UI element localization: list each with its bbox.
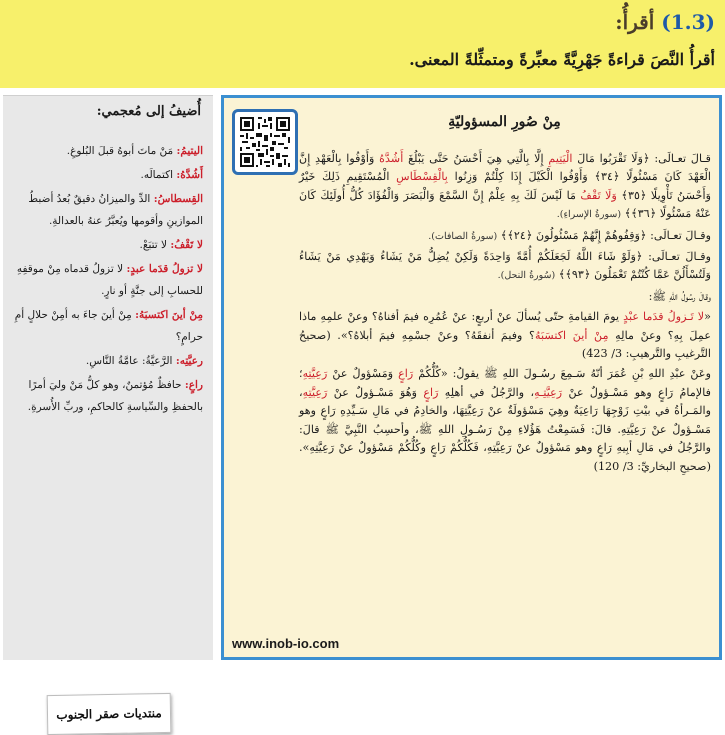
highlighted-term: وَلَا تَقْفُ [580,188,617,202]
glossary-term: راعٍ: [184,379,203,391]
section-heading: أقرأُ: [615,10,655,34]
passage-box [221,95,722,660]
hadith-shepherd [299,365,711,475]
glossary-sidebar [3,95,213,722]
passage-title: مِنْ صُورِ المسؤوليّةِ [448,114,561,130]
hadith-text: ؟ وفيمَ أنفقَهُ؟ وعنْ جسْمِهِ فيمَ أبلاهُ؟». (صحيحُ التَّرغيبِ والتَّرهيبِ: 3/ 423) [299,328,711,361]
quran-verse-nahl [299,248,711,286]
hadith-text: ، والرَّجُلُ في أهلِهِ [444,385,535,399]
verse-text: وقـالَ تعـالَى: ﴿وَلَوْ شَاءَ اللَّهُ لَجَعَلَكُمْ أُمَّةً وَاحِدَةً وَلَكِنْ يُضِلُّ مَنْ يَشَاءُ وَيَهْدِي مَنْ يَشَاءُ وَلَتُسْأَلُنَّ عَمَّا كُنْتُمْ تَعْمَلُونَ ﴿٩٣﴾﴾ [299,250,711,282]
glossary-entry [13,164,203,186]
highlighted-term: رَعِيَّتِهِ [302,385,328,399]
glossary-term: رعيَّتِه: [175,355,203,367]
glossary-title: أُضيفُ إلى مُعجمي: [96,104,201,119]
glossary-definition: لا تتبَعْ. [139,239,168,251]
highlighted-term: رَعِيَّتِـهِ [534,385,563,399]
glossary-entry [13,140,203,162]
glossary-definition: اكتمالَه. [140,169,174,181]
glossary-definition: الدِّ والميزانُ دقيقٌ بُعدُ أضبطُ الموازينِ وأقومها ويُعبَّرُ عنهُ بالعدالةِ. [28,193,203,227]
glossary-term: أَشُدَّهُ: [176,169,203,181]
highlighted-term: رَعِيَّتِهِ [302,367,328,381]
site-credit: www.inob-io.com [232,636,340,651]
forum-watermark-stamp: منتديات صقر الجنوب [47,693,172,735]
verse-text: وقـالَ تعـالَى: ﴿وَقِفُوهُمْ إِنَّهُمْ مَسْئُولُونَ ﴿٢٤﴾﴾ [500,228,711,242]
hadith-text: وَهُوَ مَسْـؤولٌ عنْ [333,385,418,399]
glossary-definition: حافظٌ مُؤتمنٌ، وهو كلُّ مَنْ وليَ أمرًا بالحفظِ والسِّياسةِ كالحاكمِ، وربِّ الأُسرةِ. [27,379,203,413]
verse-reference: (سورةُ الصافات). [428,230,498,242]
hadith-four-questions [299,308,711,363]
glossary-definition: مَنْ ماتَ أبوهُ قبلَ البُلوغِ. [66,145,174,157]
hadith-text: وعَنْ عبْدِ اللهِ بْنِ عُمَرَ أنّهُ سَـمِعَ رسُـولَ اللهِ ﷺ يقولُ: «كُلُّكُمْ [418,367,712,381]
verse-text: الْمُسْتَقِيمِ ذَلِكَ خَيْرٌ وَأَحْسَنُ تَأْوِيلًا ﴿٣٥﴾ [299,170,711,202]
hadith-text: وَمَسْؤولٌ عنْ [332,367,394,381]
glossary-entry [13,258,203,302]
section-number: (1.3) [661,10,715,34]
verse-text: مَا لَيْسَ لَكَ بِهِ عِلْمٌ إِنَّ السَّمْعَ وَالْبَصَرَ وَالْفُؤَادَ كُلُّ أُولَئِكَ كَانَ عَنْهُ مَسْئُولًا ﴿٣٦﴾﴾ [299,188,711,221]
passage-body [299,150,711,478]
verse-text: وَأَوْفُوا بِالْعَهْدِ إِنَّ الْعَهْدَ كَانَ مَسْئُولًا ﴿٣٤﴾ وَأَوْفُوا الْكَيْلَ إِذَا كِلْتُمْ وَزِنُوا [299,152,712,184]
quote-mark: « [704,310,711,324]
hadith-text: ، والمَـرأةُ في بيْتِ زَوْجِهَا رَاعِيَةٌ وهِيَ مَسْؤولَةٌ عنْ رَعِيَّتِهَا، والخادِمُ في مَالِ سَـيِّدِهِ رَاعٍ وهو مَسْـؤولٌ عنْ رَعِيَّتِهِ. قالَ: فَسَمِعْتُ هَؤُلاءِ مِنْ رَسُـولِ اللهِ ﷺ، وأحسِبُ النَّبِيَّ ﷺ قالَ: والرَّجُلُ في مَالِ أبِيهِ رَاعٍ وهو مَسْؤولٌ عنْ رَعِيَّتِهِ، فَكُلُّكُمْ رَاعٍ وكُلُّكُمْ مَسْؤولٌ عنْ رَعِيَّتِهِ». (صحيحِ البخاريِّ: 3/ 120) [299,385,711,473]
highlighted-term: لا تَـزولُ قدَما عبْدٍ [623,310,705,324]
highlighted-term: أَشُدَّهُ [379,152,404,165]
highlighted-term: الْيَتِيمِ [548,152,573,165]
verse-text: إِلَّا بِالَّتِي هِيَ أَحْسَنُ حَتَّى يَبْلُغَ [408,152,544,165]
glossary-definition: مِنْ أينَ جاءَ به أمِنْ حلالٍ أمِ حرامٍ؟ [14,309,203,343]
quran-verse-isra [299,150,711,225]
verse-reference: (سُورةُ النحل). [497,270,556,282]
section-title [615,10,715,34]
qr-code-icon[interactable] [232,109,298,175]
highlighted-term: بِالْقِسْطَاسِ [396,170,448,184]
glossary-entry [13,304,203,348]
quran-verse-saffat [299,227,711,246]
glossary-term: اليتيمُ: [176,145,203,157]
highlighted-term: رَاعٍ [423,385,439,399]
hadith-intro: وقالَ رسُولُ اللهِ ﷺ: [648,289,711,303]
glossary-term: لا تَقْفُ: [170,239,203,251]
glossary-term: القِسطاسُ: [153,193,203,205]
glossary-entry [13,350,203,372]
glossary-term: لا تزولُ قدَما عبدٍ: [126,263,203,275]
glossary-definition: لا تزولُ قدماه مِنْ موقفِهِ للحسابِ إلى جنَّةٍ أو نارٍ. [16,263,203,297]
glossary-list [13,140,203,420]
glossary-entry [13,188,203,232]
glossary-entry [13,374,203,418]
glossary-entry [13,234,203,256]
highlighted-term: مِنْ أينَ اكتسَبَهُ [534,328,609,342]
verse-reference: (سورةُ الإسراءِ). [556,209,622,221]
reading-instruction: أقرأُ النَّصَ قراءةً جَهْرِيَّةً معبِّرةً ومتمثِّلةً المعنى. [409,50,715,69]
highlighted-term: رَاعٍ [398,367,414,381]
glossary-definition: الرَّعيَّةُ: عامَّةُ النَّاسِ. [85,355,173,367]
verse-text: قـالَ تعـالَى: ﴿وَلَا تَقْرَبُوا مَالَ [577,152,712,165]
hadith-text: يومَ القيامةِ حتّى يُسألَ عنْ أربعٍ: عنْ عُمُرِه فيمَ أفناهُ؟ وعنْ علمِهِ ماذا عمِلَ بِهِ؟ وعنْ مالِهِ [299,310,711,342]
glossary-term: مِنْ أينَ اكتسبَهُ: [135,309,203,321]
hadith-text: ؛ فالإمامُ رَاعٍ وهو مَسْـؤولٌ عنْ [299,367,711,399]
